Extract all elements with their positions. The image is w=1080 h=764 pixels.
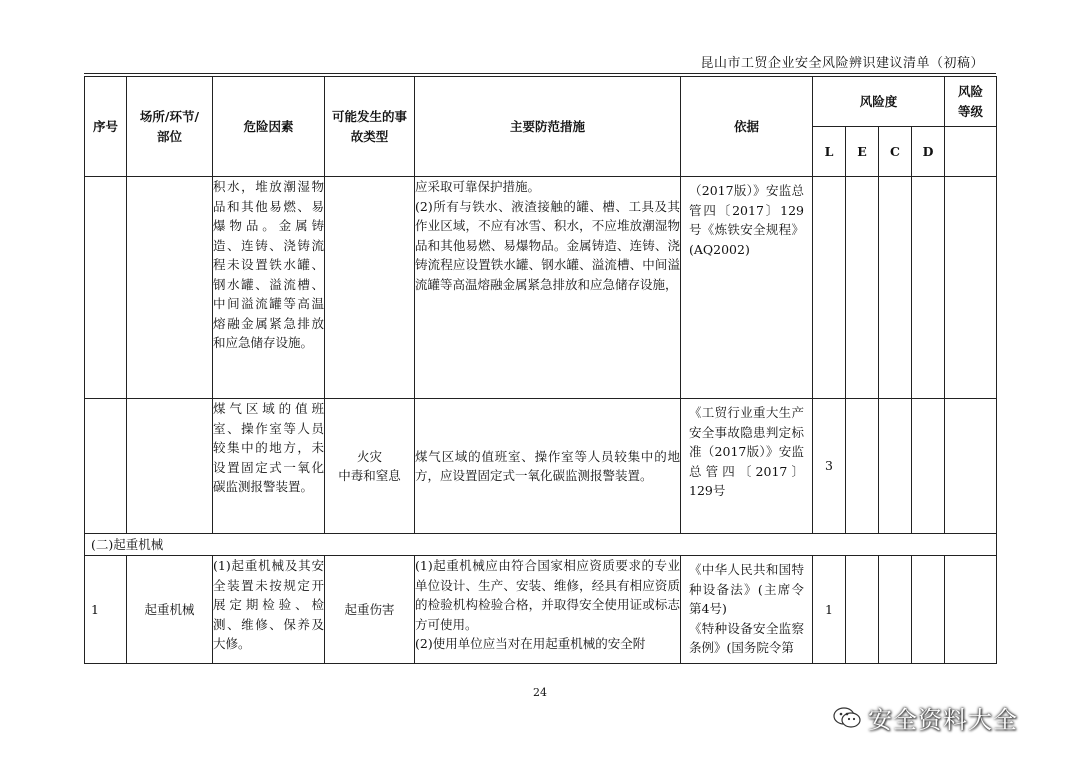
cell-location [127,177,213,399]
cell-seq [85,399,127,534]
header-risk-level-label: 风险等级 [958,84,984,119]
measures-text-2: (2)所有与铁水、液渣接触的罐、槽、工具及其作业区域，不应有冰雪、积水，不应堆放潮湿物品和其他易燃、易爆物品。金属铸造、连铸、浇铸流程应设置铁水罐、钢水罐、溢流槽、中间溢流罐等高温熔融金属紧急排放和应急储存设施， [415,198,680,292]
cell-level [945,399,997,534]
section-row [85,534,997,556]
table-row [85,556,997,664]
cell-hazard: (1)起重机械及其安全装置未按规定开展定期检验、检测、维修、保养及大修。 [213,556,325,664]
header-row-1 [85,77,997,127]
table-row [85,177,997,399]
cell-level [945,556,997,664]
watermark-text: 安全资料大全 [868,706,1018,734]
page-header-title: 昆山市工贸企业安全风险辨识建议清单（初稿） [700,56,984,71]
cell-accident [325,399,415,534]
header-risk-degree: 风险度 [813,77,945,127]
cell-basis [681,556,813,664]
cell-basis: （2017版）》安监总管四〔2017〕129号《炼铁安全规程》(AQ2002) [681,177,813,399]
cell-measures [415,177,681,399]
cell-location: 起重机械 [127,556,213,664]
header-D: D [912,127,945,177]
cell-D [912,556,945,664]
header-E: E [846,127,879,177]
header-accident-label: 可能发生的事故类型 [331,109,407,144]
cell-accident [325,177,415,399]
cell-L: 3 [813,399,846,534]
cell-level [945,177,997,399]
header-L: L [813,127,846,177]
header-C: C [879,127,912,177]
cell-D [912,177,945,399]
cell-hazard: 煤气区域的值班室、操作室等人员较集中的地方，未设置固定式一氧化碳监测报警装置。 [213,399,325,534]
cell-E [846,556,879,664]
cell-measures: 煤气区域的值班室、操作室等人员较集中的地方，应设置固定式一氧化碳监测报警装置。 [415,399,681,534]
measures-text-1: (1)起重机械应由符合国家相应资质要求的专业单位设计、生产、安装、维修，经具有相应资质的检验机构检验合格，并取得安全使用证或标志方可使用。 [415,558,680,632]
table-row [85,399,997,534]
header-location-label: 场所/环节/部位 [139,109,200,144]
header-seq: 序号 [85,77,127,177]
cell-basis: 《工贸行业重大生产安全事故隐患判定标准（2017版）》安监总管四〔2017〕129号 [681,399,813,534]
cell-E [846,399,879,534]
measures-text-2: (2)使用单位应当对在用起重机械的安全附 [415,636,646,651]
cell-C [879,177,912,399]
cell-E [846,177,879,399]
cell-measures [415,556,681,664]
section-title: (二)起重机械 [85,534,997,556]
accident-text-1: 火灾 [356,448,382,464]
header-measures: 主要防范措施 [415,77,681,177]
wechat-icon [832,705,862,737]
cell-hazard: 积水，堆放潮湿物品和其他易燃、易爆物品。金属铸造、连铸、浇铸流程未设置铁水罐、钢水罐、溢流槽、中间溢流罐等高温熔融金属紧急排放和应急储存设施。 [213,177,325,399]
cell-location [127,399,213,534]
watermark [832,700,1018,737]
cell-D [912,399,945,534]
page-number: 24 [533,686,547,699]
cell-L: 1 [813,556,846,664]
cell-seq [85,177,127,399]
measures-text-1: 应采取可靠保护措施。 [415,179,541,194]
header-rule [84,73,996,74]
basis-text-2: 《特种设备安全监察条例》(国务院令第 [689,620,804,655]
cell-accident: 起重伤害 [325,556,415,664]
cell-L [813,177,846,399]
risk-table [84,76,997,664]
header-hazard: 危险因素 [213,77,325,177]
cell-seq: 1 [85,556,127,664]
header-location [127,77,213,177]
accident-text-2: 中毒和窒息 [338,468,401,483]
header-basis: 依据 [681,77,813,177]
header-risk-level-blank [945,127,997,177]
cell-C [879,556,912,664]
basis-text-1: 《中华人民共和国特种设备法》(主席令第4号) [689,562,804,616]
cell-C [879,399,912,534]
header-risk-level [945,77,997,127]
header-accident [325,77,415,177]
